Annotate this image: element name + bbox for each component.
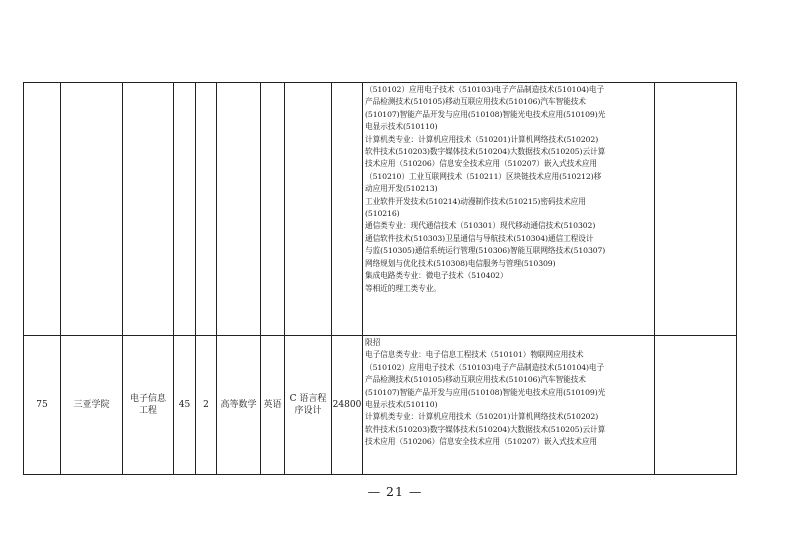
requirement-line: 等相近的理工类专业。 <box>365 283 441 293</box>
page-number: — 21 — <box>367 484 423 499</box>
requirement-line: 电显示技术(510110) <box>365 122 438 132</box>
math-cell: 高等数学 <box>217 336 261 475</box>
exam-count-cell <box>196 83 217 336</box>
requirement-line: 电显示技术(510110) <box>365 400 438 410</box>
requirement-line: 技术应用（510206）信息安全技术应用（510207）嵌入式技术应用 <box>365 159 598 169</box>
quota-cell: 45 <box>174 336 196 475</box>
program-cell <box>285 336 332 475</box>
fee-cell: 24800 <box>332 336 363 475</box>
requirement-line: 网络规划与优化技术(510308)电信服务与管理(510309) <box>365 258 556 268</box>
requirement-line: 动应用开发(510213) <box>365 184 438 194</box>
requirement-line: 产品检测技术(510105)移动互联应用技术(510106)汽车智能技术 <box>365 97 586 107</box>
major-cell <box>123 83 174 336</box>
requirement-line: 软件技术(510203)数字媒体技术(510204)大数据技术(510205)云计算 <box>365 424 606 434</box>
requirement-line: 产品检测技术(510105)移动互联应用技术(510106)汽车智能技术 <box>365 375 586 385</box>
school-cell <box>61 83 123 336</box>
exam-count-cell: 2 <box>196 336 217 475</box>
english-cell <box>261 83 285 336</box>
row-number-cell: 75 <box>24 336 61 475</box>
school-cell: 三亚学院 <box>61 336 123 475</box>
note-cell <box>655 83 737 336</box>
row-number-cell <box>24 83 61 336</box>
requirement-line: (510107)智能产品开发与应用(510108)智能光电技术应用(510109)光 <box>365 387 606 397</box>
requirement-line: 软件技术(510203)数字媒体技术(510204)大数据技术(510205)云计算 <box>365 147 606 157</box>
requirement-line: 与监(510305)通信系统运行管理(510306)智能互联网络技术(510307) <box>365 246 606 256</box>
program-cell <box>285 83 332 336</box>
program-line: C 语言程 <box>289 394 327 404</box>
requirement-line: 集成电路类专业：微电子技术（510402） <box>365 271 508 281</box>
table-row <box>24 83 737 336</box>
requirement-line: (510107)智能产品开发与应用(510108)智能光电技术应用(510109)光 <box>365 109 606 119</box>
admission-table <box>23 82 737 475</box>
requirement-line: (510216) <box>365 209 400 219</box>
quota-cell <box>174 83 196 336</box>
requirement-line: 工业软件开发技术(510214)动漫制作技术(510215)密码技术应用 <box>365 196 586 206</box>
requirements-cell <box>363 336 655 475</box>
major-line: 工程 <box>138 406 157 416</box>
requirement-line: 电子信息类专业：电子信息工程技术（510101）物联网应用技术 <box>365 350 584 360</box>
requirement-line: （510210）工业互联网技术（510211）区块链技术应用(510212)移 <box>365 171 602 181</box>
requirement-line: （510102）应用电子技术（510103)电子产品制造技术(510104)电子 <box>365 362 605 372</box>
table-row <box>24 336 737 475</box>
requirements-cell <box>363 83 655 336</box>
requirement-line: 通信类专业：现代通信技术（510301）现代移动通信技术(510302) <box>365 221 596 231</box>
program-line: 序设计 <box>294 406 322 416</box>
requirement-line: （510102）应用电子技术（510103)电子产品制造技术(510104)电子 <box>365 85 605 94</box>
requirement-line: 通信软件技术(510303)卫星通信与导航技术(510304)通信工程设计 <box>365 233 594 243</box>
requirement-line: 计算机类专业：计算机应用技术（510201)计算机网络技术(510202) <box>365 134 599 144</box>
note-cell <box>655 336 737 475</box>
major-cell <box>123 336 174 475</box>
requirement-line: 限招 <box>365 338 381 347</box>
requirement-line: 技术应用（510206）信息安全技术应用（510207）嵌入式技术应用 <box>365 437 598 447</box>
requirement-line: 计算机类专业：计算机应用技术（510201)计算机网络技术(510202) <box>365 412 599 422</box>
english-cell: 英语 <box>261 336 285 475</box>
math-cell <box>217 83 261 336</box>
major-line: 电子信息 <box>129 394 166 404</box>
fee-cell <box>332 83 363 336</box>
